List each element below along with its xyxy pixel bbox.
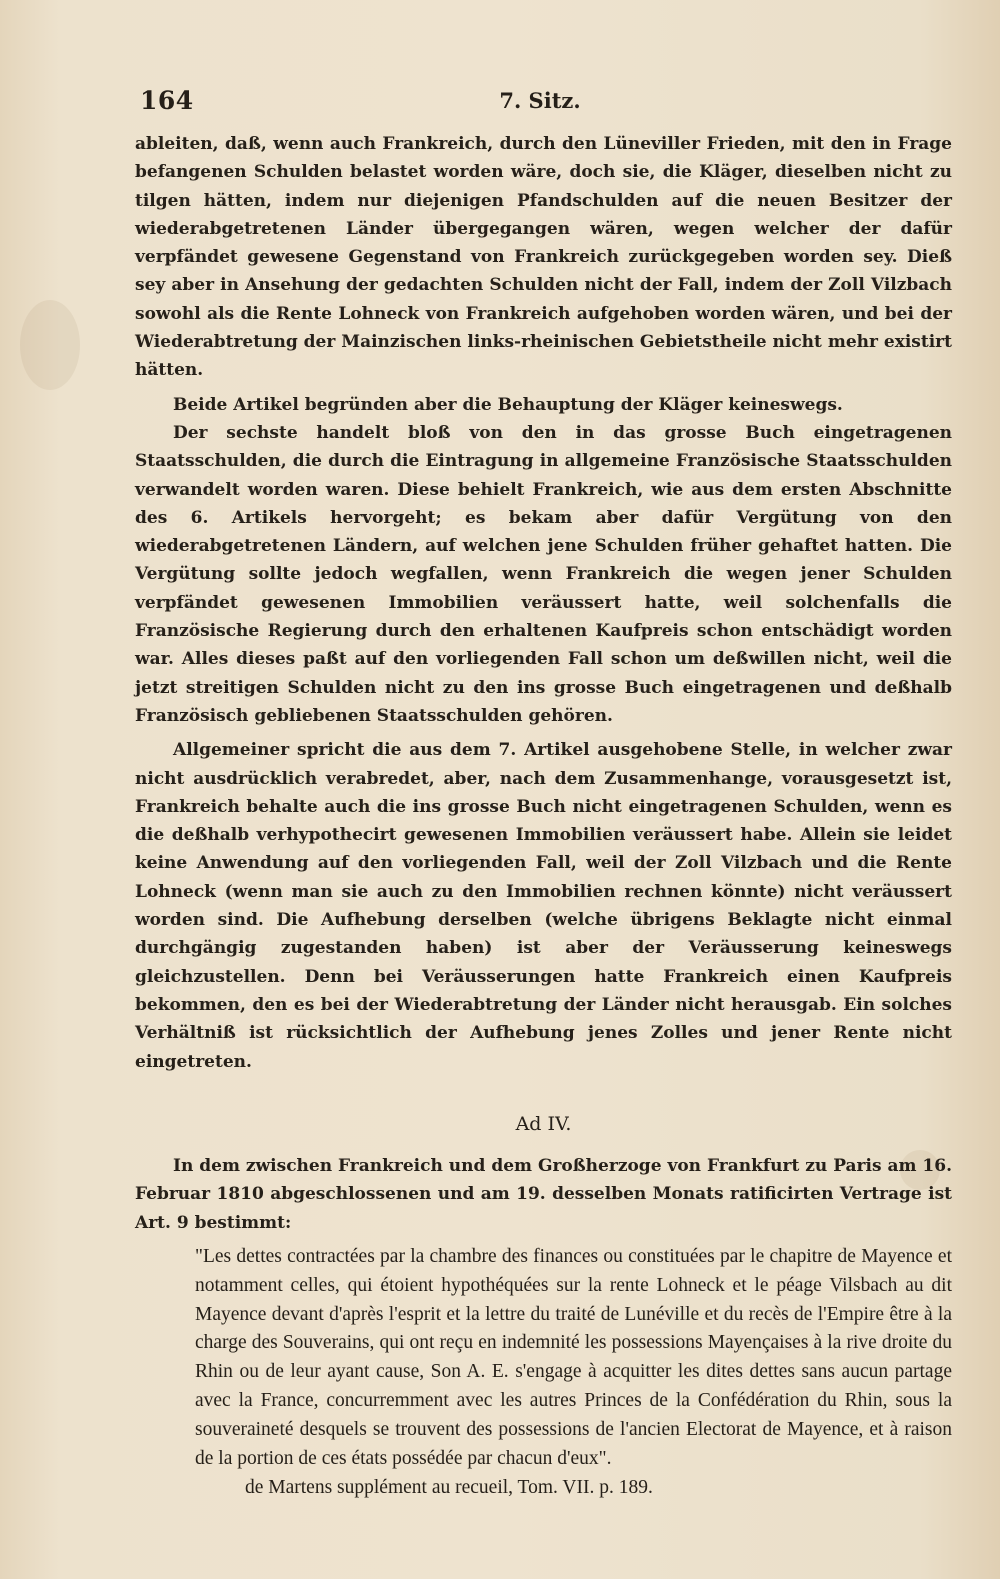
page-number: 164 — [140, 86, 194, 115]
running-head: 7. Sitz. — [499, 88, 581, 113]
paragraph: Allgemeiner spricht die aus dem 7. Artikel ausgehobene Stelle, in welcher zwar nicht ausdrücklich verabredet, aber, nach dem Zusammenhange, vorausgesetzt ist, Frankreich behalte auch die ins grosse Buch nicht eingetragenen Schulden, wenn es die deßhalb verhypothecirt gewesenen Immobilien veräussert habe. Allein sie leidet keine Anwendung auf den vorliegenden Fall, weil der Zoll Vilzbach und die Rente Lohneck (wenn man sie auch zu den Immobilien rechnen könnte) nicht veräussert worden sind. Die Aufhebung derselben (welche übrigens Beklagte nicht einmal durchgängig zugestanden haben) ist aber der Veräusserung keineswegs gleichzustellen. Denn bei Veräusserungen hatte Frankreich einen Kaufpreis bekommen, den es bei der Wiederabtretung der Länder nicht herausgab. Ein solches Verhältniß ist rücksichtlich der Aufhebung jenes Zolles und jener Rente nicht eingetreten. — [135, 740, 952, 1072]
citation: de Martens supplément au recueil, Tom. VII. p. 189. — [245, 1477, 653, 1499]
paragraph: Der sechste handelt bloß von den in das grosse Buch eingetragenen Staatsschulden, die durch die Eintragung in allgemeine Französische Staatsschulden verwandelt worden waren. Diese behielt Frankreich, wie aus dem ersten Abschnitte des 6. Artikels hervorgeht; es bekam aber dafür Vergütung von den wiederabgetretenen Ländern, auf welchen jene Schulden früher gehaftet hatten. Die Vergütung sollte jedoch wegfallen, wenn Frankreich die wegen jener Schulden verpfändet gewesenen Immobilien veräussert hatte, weil solchenfalls die Französische Regierung durch den erhaltenen Kaufpreis schon entschädigt worden war. Alles dieses paßt auf den vorliegenden Fall schon um deßwillen nicht, weil die jetzt streitigen Schulden nicht zu den ins grosse Buch eingetragenen und deßhalb Französisch gebliebenen Staatsschulden gehören. — [135, 422, 952, 726]
section-heading: Ad IV. — [515, 1112, 572, 1135]
page-body — [135, 130, 952, 1503]
french-quote: "Les dettes contractées par la chambre des finances ou constituées par le chapitre de Mayence et notamment celles, qui étoient hypothéquées sur la rente Lohneck et le péage Vilsbach au dit Mayence devant d'après l'esprit et la lettre du traité de Lunéville et du recès de l'Empire être à la charge des Souverains, qui ont reçu en indemnité les possessions Mayençaises à la rive droite du Rhin ou de leur ayant cause, Son A. E. s'engage à acquitter les dites dettes sans aucun partage avec la France, concurremment avec les autres Princes de la Confédération du Rhin, sous la souveraineté desquels se trouvent des possessions de l'ancien Electorat de Mayence, et à raison de la portion de ces états possédée par chacun d'eux". — [195, 1245, 952, 1469]
section-intro: In dem zwischen Frankreich und dem Großherzoge von Frankfurt zu Paris am 16. Februar 1810 abgeschlossenen und am 19. desselben Monats ratificirten Vertrage ist Art. 9 bestimmt: — [135, 1156, 952, 1233]
page-header — [130, 86, 950, 126]
paragraph: Beide Artikel begründen aber die Behauptung der Kläger keineswegs. — [173, 394, 843, 415]
paper-stain — [20, 300, 80, 390]
paragraph-continuation: ableiten, daß, wenn auch Frankreich, durch den Lüneviller Frieden, mit den in Frage befangenen Schulden belastet worden wäre, doch sie, die Kläger, dieselben nicht zu tilgen hätten, indem nur diejenigen Pfandschulden auf die neuen Besitzer der wiederabgetretenen Länder übergegangen wären, wegen welcher der dafür verpfändet gewesene Gegenstand von Frankreich zurückgegeben worden sey. Dieß sey aber in Ansehung der gedachten Schulden nicht der Fall, indem der Zoll Vilzbach sowohl als die Rente Lohneck von Frankreich aufgehoben worden wären, und bei der Wiederabtretung der Mainzischen links-rheinischen Gebietstheile nicht mehr existirt hätten. — [135, 134, 952, 381]
